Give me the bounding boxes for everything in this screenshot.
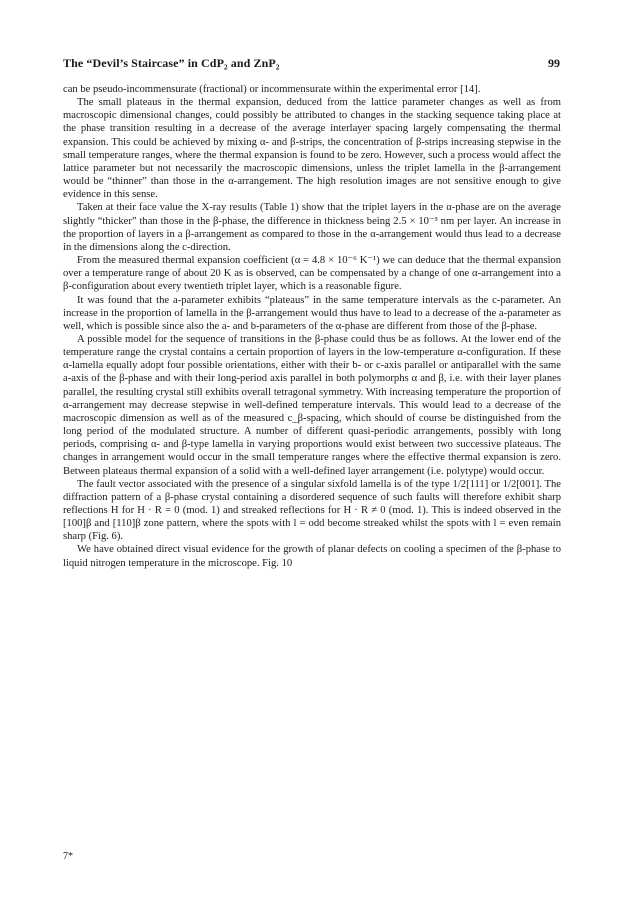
paragraph-thermal-plateaus: The small plateaus in the thermal expansion, deduced from the lattice parameter changes as well as from macroscopic dimensional changes, could possibly be attributed to changes in the stacking sequence taking place at the phase transition resulting in a decrease of the average interlayer spacing largely compensating the thermal expansion. This could be achieved by mixing α- and β-strips, the concentration of β-strips increasing stepwise in the small temperature ranges, where the thermal expansion is found to be zero. However, such a process would affect the lattice parameter but not necessarily the macroscopic dimensions, unless the triplet lamella in the β-arrangement would be “thinner” than those in the α-arrangement. The high resolution images are not sensitive enough to give evidence in this sense. — [63, 97, 561, 201]
signature-mark: 7* — [63, 851, 73, 862]
body-text — [63, 83, 561, 570]
page-number: 99 — [548, 56, 560, 70]
paragraph-expansion-coefficient: From the measured thermal expansion coefficient (α = 4.8 × 10⁻⁶ K⁻¹) we can deduce that the thermal expansion over a temperature range of about 20 K as is observed, can be compensated by a change of one α-arrangement into a β-configuration about every twentieth triplet layer, which is a reasonable figure. — [63, 255, 561, 293]
paragraph-a-parameter: It was found that the a-parameter exhibits “plateaus” in the same temperature intervals as the c-parameter. An increase in the proportion of lamella in the β-arrangement would thus have to lead to a decrease of the a-parameter as well, which is possible since also the a- and b-parameters of the α-phase are different from those of the β-phase. — [63, 294, 561, 332]
running-title: The “Devil’s Staircase” in CdP₂ and ZnP₂ — [63, 56, 280, 70]
paragraph-continuation: can be pseudo-incommensurate (fractional) or incommensurate within the experimental error [14]. — [63, 84, 481, 95]
paragraph-fault-vector: The fault vector associated with the presence of a singular sixfold lamella is of the type 1/2[111] or 1/2[001]. The diffraction pattern of a β-phase crystal containing a disordered sequence of such faults will therefore exhibit sharp reflections H for H · R = 0 (mod. 1) and streaked reflections for H · R ≠ 0 (mod. 1). This is indeed observed in the [100]β and [110]β zone pattern, where the spots with l = odd become streaked whilst the spots with l = even remain sharp (Fig. 6). — [63, 478, 561, 543]
paragraph-xray-results: Taken at their face value the X-ray results (Table 1) show that the triplet layers in the α-phase are on the average slightly “thicker” than those in the β-phase, the difference in thickness being 2.5 × 10⁻³ nm per layer. An increase in the proportion of layers in a β-arrangement as compared to those in the α-arrangement would thus lead to a decrease in the dimensions along the c-direction. — [63, 202, 561, 253]
paragraph-transition-model: A possible model for the sequence of transitions in the β-phase could thus be as follows. At the lower end of the temperature range the crystal contains a certain proportion of layers in the low-temperature α-configuration. If these α-lamella equally adopt four possible orientations, either with their b- or c-axis parallel or antiparallel with the same a-axis of the β-phase and with their long-period axis parallel in both polymorphs α and β, i.e. with their layer planes parallel, the resulting crystal still exhibits overall tetragonal symmetry. With increasing temperature the proportion of α-arrangement may decrease stepwise in well-defined temperature intervals. This would lead to a decrease of the macroscopic dimension as well as of the measured c_β-spacing, which should of course be distinguished from the long period of the modulated structure. A number of different quasi-periodic arrangements, possibly with long periods, comprising α- and β-type lamella in varying proportions would exist between two successive plateaus. The changes in arrangement would occur in the small temperature ranges where the effective thermal expansion is zero. Between plateaus thermal expansion of a solid with a well-defined layer arrangement (i.e. polytype) would occur. — [63, 333, 561, 477]
paragraph-visual-evidence: We have obtained direct visual evidence for the growth of planar defects on cooling a specimen of the β-phase to liquid nitrogen temperature in the microscope. Fig. 10 — [63, 544, 561, 569]
